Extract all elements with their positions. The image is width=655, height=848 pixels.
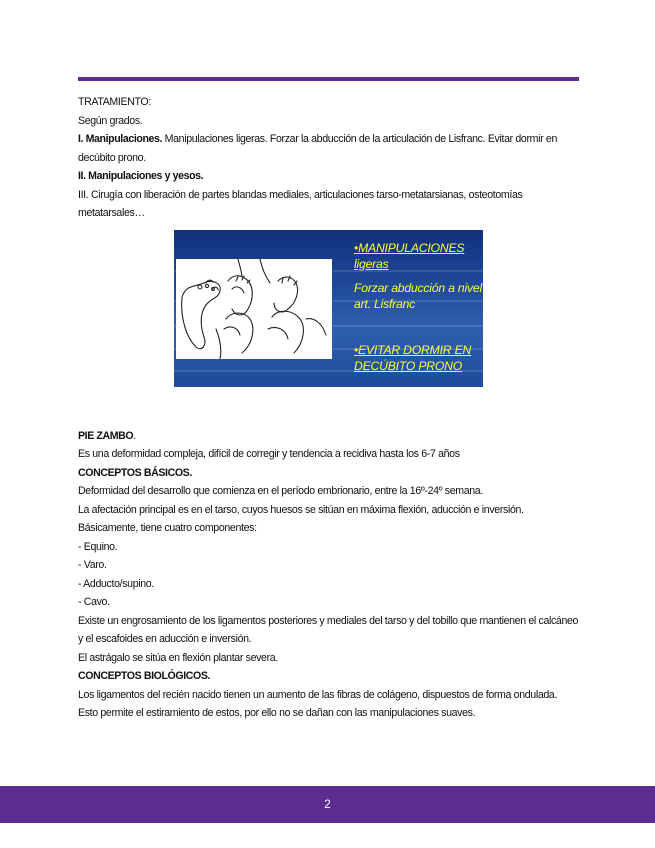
manipulation-sketch-illustration <box>176 259 332 359</box>
treatment-item-1 <box>78 130 583 167</box>
page-footer <box>0 786 655 823</box>
slide-line-evitar: •EVITAR DORMIR EN DECÚBITO PRONO <box>354 342 472 373</box>
component-item: - Equino. <box>78 540 118 553</box>
basic-concepts-heading-text: CONCEPTOS BÁSICOS. <box>78 466 192 479</box>
slide-line-forzar: Forzar abducción a nivel art. Lisfranc <box>354 280 482 311</box>
figure-container <box>78 223 583 427</box>
treatment-item-2 <box>78 167 583 186</box>
basic-paragraph-1: Deformidad del desarrollo que comienza en el período embrionario, entre la 16º-24º semana. <box>78 485 483 497</box>
item-1-title: I. Manipulaciones. <box>78 133 163 145</box>
treatment-by-grade: Según grados. <box>78 114 143 127</box>
clubfoot-title-dot: . <box>133 429 136 442</box>
clubfoot-title <box>78 427 583 446</box>
page-number: 2 <box>324 797 331 811</box>
basic-paragraph-4: Existe un engrosamiento de los ligamentos posteriores y mediales del tarso y del tobillo que mantienen el calcáneo y el escafoides en aducción e inversión. <box>78 614 579 645</box>
basic-paragraph-3: Básicamente, tiene cuatro componentes: <box>78 522 257 534</box>
treatment-item-3: III. Cirugía con liberación de partes blandas mediales, articulaciones tarso-metatarsianas, osteotomías metatarsales… <box>78 188 523 219</box>
top-divider <box>78 77 579 81</box>
biological-concepts-heading-text: CONCEPTOS BIOLÓGICOS. <box>78 670 211 682</box>
component-item: - Cavo. <box>78 596 110 608</box>
basic-paragraph-2: La afectación principal es en el tarso, cuyos huesos se sitúan en máxima flexión, aducción e inversión. <box>78 503 524 516</box>
component-item: - Varo. <box>78 559 107 571</box>
item-1-text: Manipulaciones ligeras. Forzar la abducción de la articulación de Lisfranc. Evitar dormir en decúbito prono. <box>78 133 557 164</box>
item-2-title: II. Manipulaciones y yesos. <box>78 170 204 182</box>
basic-paragraph-5: El astrágalo se sitúa en flexión plantar severa. <box>78 651 278 664</box>
page-body <box>78 93 583 723</box>
biological-concepts-heading <box>78 667 583 686</box>
slide-image <box>174 230 483 387</box>
basic-concepts-heading <box>78 464 583 483</box>
component-item: - Adducto/supino. <box>78 577 154 590</box>
treatment-heading: TRATAMIENTO: <box>78 96 151 108</box>
slide-caption <box>354 240 483 382</box>
clubfoot-intro: Es una deformidad compleja, difícil de corregir y tendencia a recidiva hasta los 6-7 años <box>78 448 460 460</box>
bio-paragraph-2: Esto permite el estiramiento de estos, por ello no se dañan con las manipulaciones suaves. <box>78 707 476 719</box>
clubfoot-title-text: PIE ZAMBO <box>78 429 134 442</box>
slide-line-manipulaciones: •MANIPULACIONES ligeras <box>354 240 465 271</box>
bio-paragraph-1: Los ligamentos del recién nacido tienen un aumento de las fibras de colágeno, dispuestos de forma ondulada. <box>78 688 558 701</box>
